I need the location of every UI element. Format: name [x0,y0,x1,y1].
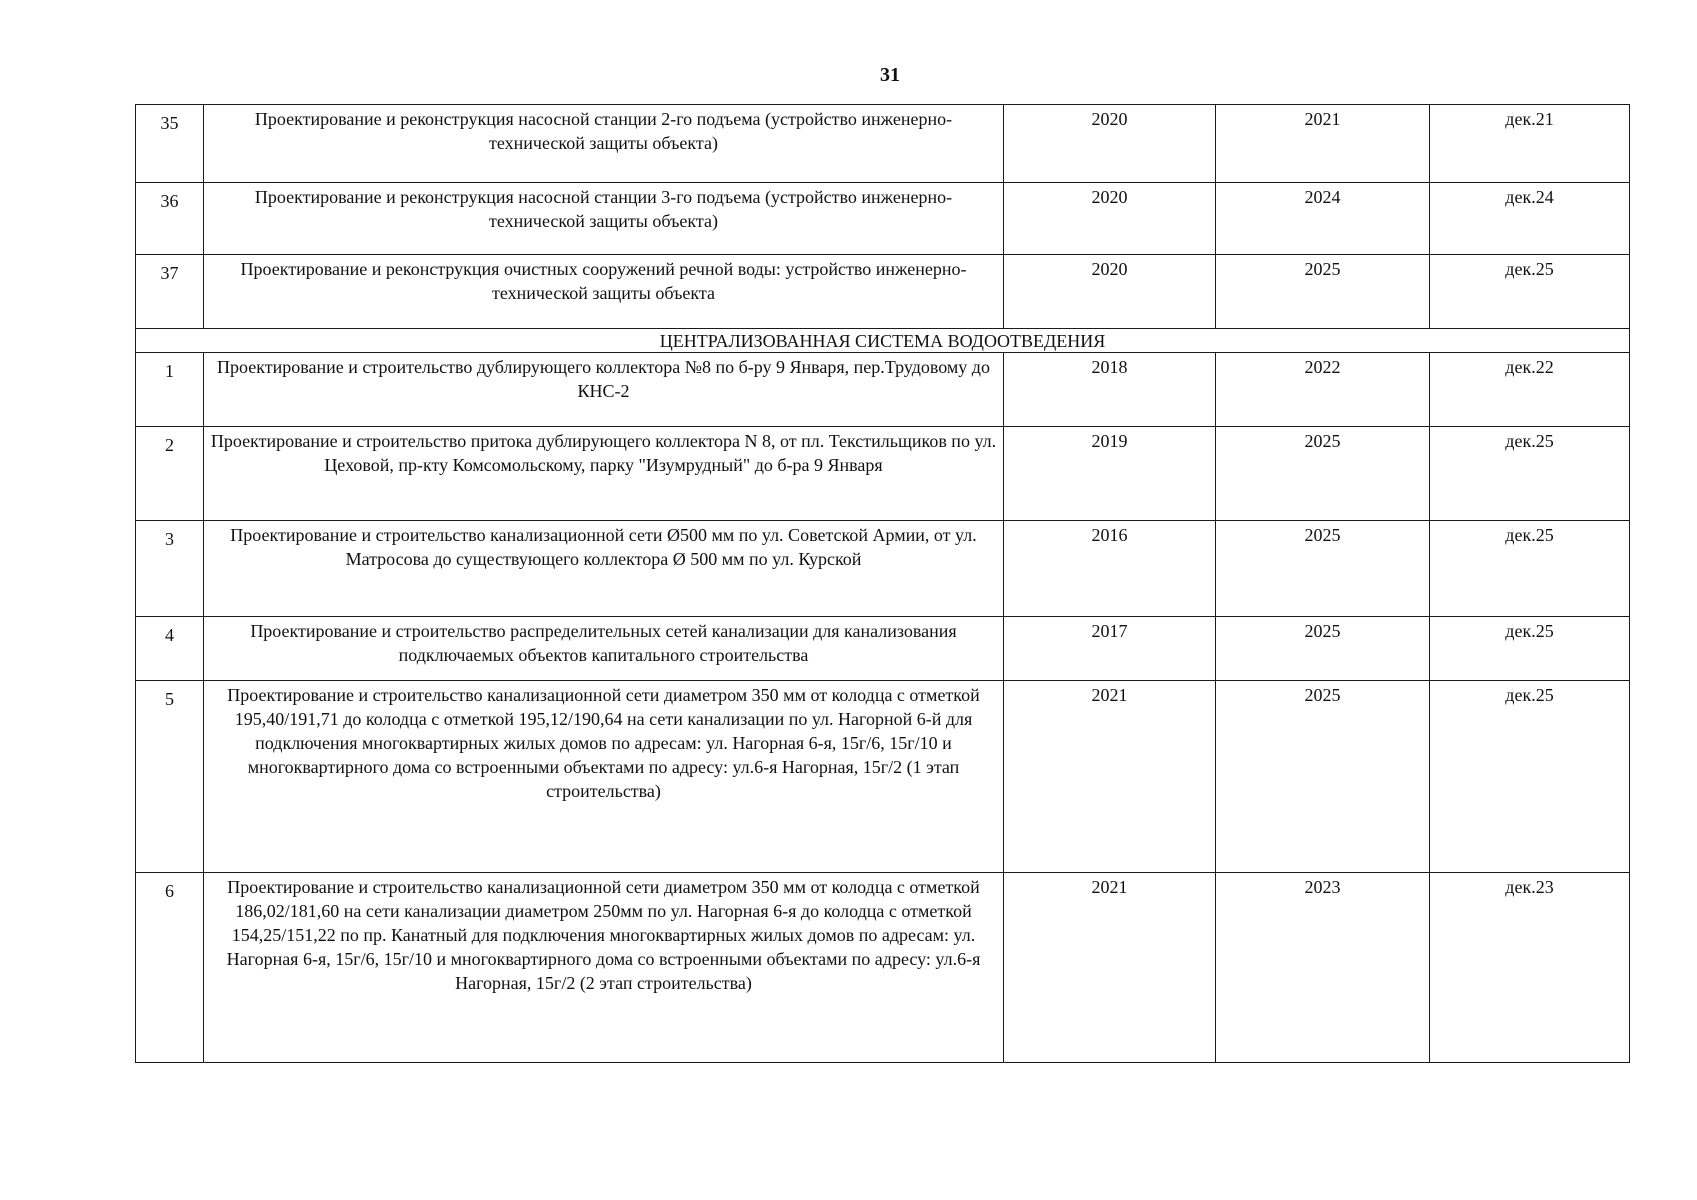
row-number: 1 [136,353,204,427]
project-description: Проектирование и строительство распределительных сетей канализации для канализования подключаемых объектов капитального строительства [204,617,1004,681]
completion-date: дек.25 [1430,681,1630,873]
completion-date: дек.23 [1430,873,1630,1063]
table-row [136,873,1630,1063]
project-description: Проектирование и реконструкция очистных сооружений речной воды: устройство инженерно-технической защиты объекта [204,255,1004,329]
completion-date: дек.25 [1430,255,1630,329]
end-year: 2025 [1216,617,1430,681]
row-number: 5 [136,681,204,873]
completion-date: дек.25 [1430,617,1630,681]
table-row [136,681,1630,873]
end-year: 2025 [1216,681,1430,873]
row-number: 36 [136,183,204,255]
start-year: 2020 [1004,105,1216,183]
completion-date: дек.21 [1430,105,1630,183]
project-description: Проектирование и строительство дублирующего коллектора №8 по б-ру 9 Января, пер.Трудовому до КНС-2 [204,353,1004,427]
completion-date: дек.25 [1430,427,1630,521]
row-number: 6 [136,873,204,1063]
end-year: 2025 [1216,521,1430,617]
table-row [136,183,1630,255]
start-year: 2017 [1004,617,1216,681]
start-year: 2020 [1004,183,1216,255]
row-number: 35 [136,105,204,183]
table-row [136,105,1630,183]
project-description: Проектирование и строительство притока дублирующего коллектора N 8, от пл. Текстильщиков по ул. Цеховой, пр-кту Комсомольскому, парку "Изумрудный" до б-ра 9 Января [204,427,1004,521]
completion-date: дек.24 [1430,183,1630,255]
table-row [136,427,1630,521]
page-number: 31 [880,64,900,86]
end-year: 2025 [1216,427,1430,521]
table-row [136,255,1630,329]
start-year: 2021 [1004,681,1216,873]
start-year: 2019 [1004,427,1216,521]
table-row [136,353,1630,427]
row-number: 4 [136,617,204,681]
project-description: Проектирование и реконструкция насосной станции 2-го подъема (устройство инженерно-технической защиты объекта) [204,105,1004,183]
end-year: 2024 [1216,183,1430,255]
row-number: 2 [136,427,204,521]
completion-date: дек.22 [1430,353,1630,427]
row-number: 37 [136,255,204,329]
section-title: ЦЕНТРАЛИЗОВАННАЯ СИСТЕМА ВОДООТВЕДЕНИЯ [136,329,1630,353]
row-number: 3 [136,521,204,617]
start-year: 2016 [1004,521,1216,617]
start-year: 2021 [1004,873,1216,1063]
project-description: Проектирование и строительство канализационной сети Ø500 мм по ул. Советской Армии, от ул. Матросова до существующего коллектора Ø 500 мм по ул. Курской [204,521,1004,617]
end-year: 2025 [1216,255,1430,329]
table-row [136,617,1630,681]
start-year: 2018 [1004,353,1216,427]
project-description: Проектирование и строительство канализационной сети диаметром 350 мм от колодца с отметкой 186,02/181,60 на сети канализации диаметром 250мм по ул. Нагорная 6-я до колодца с отметкой 154,25/151,22 по пр. Канатный для подключения многоквартирных жилых домов по адресам: ул. Нагорная 6-я, 15г/6, 15г/10 и многоквартирного дома со встроенными объектами по адресу: ул.6-я Нагорная, 15г/2 (2 этап строительства) [204,873,1004,1063]
projects-table [135,104,1630,1063]
table-row [136,521,1630,617]
start-year: 2020 [1004,255,1216,329]
end-year: 2023 [1216,873,1430,1063]
section-header-row [136,329,1630,353]
end-year: 2022 [1216,353,1430,427]
completion-date: дек.25 [1430,521,1630,617]
project-description: Проектирование и реконструкция насосной станции 3-го подъема (устройство инженерно-технической защиты объекта) [204,183,1004,255]
project-description: Проектирование и строительство канализационной сети диаметром 350 мм от колодца с отметкой 195,40/191,71 до колодца с отметкой 195,12/190,64 на сети канализации по ул. Нагорной 6-й для подключения многоквартирных жилых домов по адресам: ул. Нагорная 6-я, 15г/6, 15г/10 и многоквартирного дома со встроенными объектами по адресу: ул.6-я Нагорная, 15г/2 (1 этап строительства) [204,681,1004,873]
end-year: 2021 [1216,105,1430,183]
